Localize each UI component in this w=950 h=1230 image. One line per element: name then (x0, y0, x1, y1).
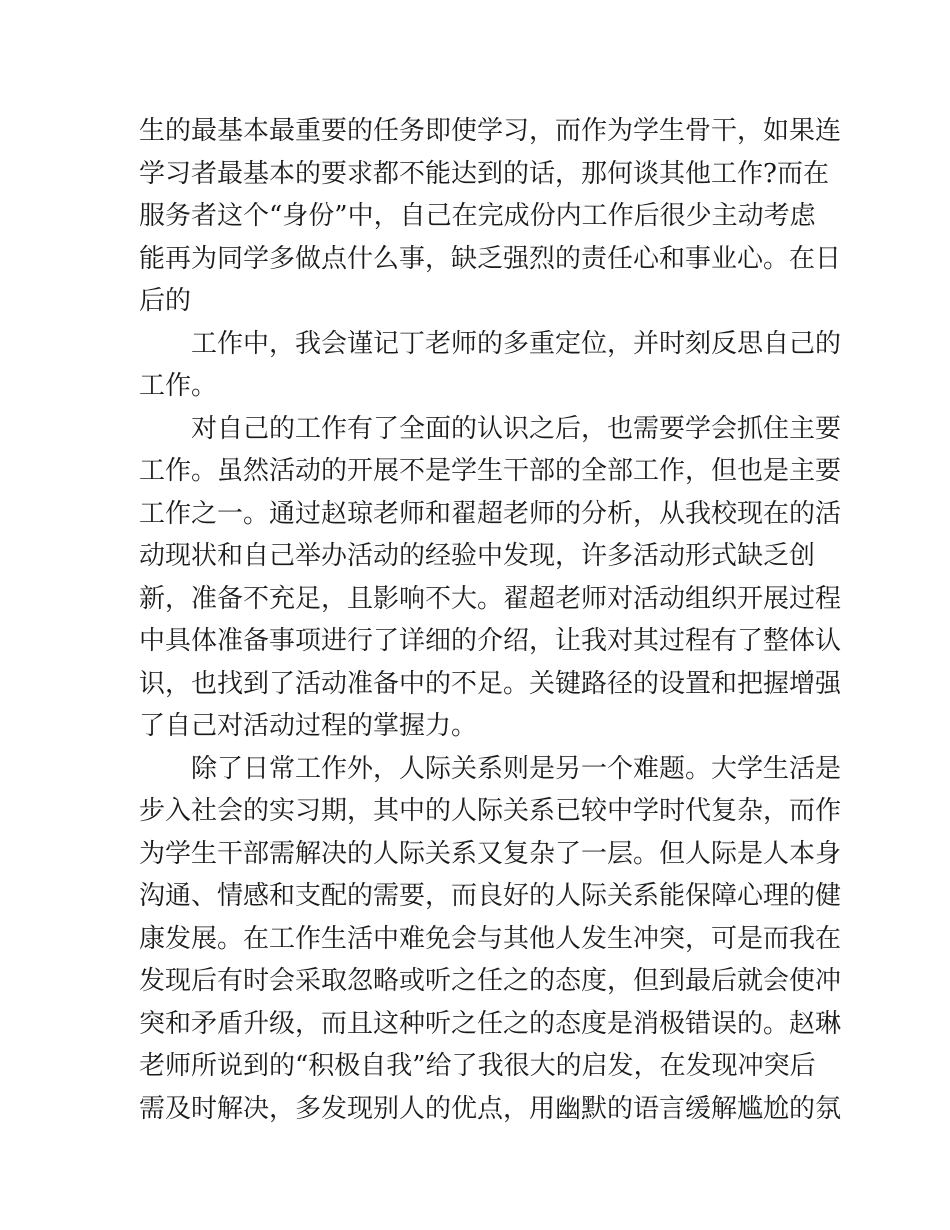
text-line: 了自己对活动过程的掌握力。 (139, 711, 478, 741)
text-line: 为学生干部需解决的人际关系又复杂了一层。但人际是人本身 (139, 838, 842, 869)
text-line: 老师所说到的“积极自我”给了我很大的启发，在发现冲突后 (139, 1051, 816, 1081)
text-line: 识，也找到了活动准备中的不足。关键路径的设置和把握增强 (139, 668, 842, 699)
text-line: 发现后有时会采取忽略或听之任之的态度，但到最后就会使冲 (139, 966, 842, 996)
text-line: 动现状和自己举办活动的经验中发现，许多活动形式缺乏创 (139, 541, 816, 571)
text-line: 需及时解决，多发现别人的优点，用幽默的语言缓解尴尬的氛 (139, 1093, 842, 1124)
text-line: 步入社会的实习期，其中的人际关系已较中学时代复杂，而作 (139, 796, 842, 826)
text-line: 康发展。在工作生活中难免会与其他人发生冲突，可是而我在 (139, 923, 842, 954)
text-line: 学习者最基本的要求都不能达到的话，那何谈其他工作?而在 (139, 158, 829, 189)
text-line: 中具体准备事项进行了详细的介绍，让我对其过程有了整体认 (139, 626, 842, 656)
text-line: 工作中，我会谨记丁老师的多重定位，并时刻反思自己的 (191, 328, 842, 359)
text-line: 除了日常工作外，人际关系则是另一个难题。大学生活是 (191, 753, 842, 784)
body-text (139, 110, 842, 1130)
text-line: 新，准备不充足，且影响不大。翟超老师对活动组织开展过程 (139, 583, 842, 614)
text-line: 工作。 (139, 371, 218, 401)
text-line: 生的最基本最重要的任务即使学习，而作为学生骨干，如果连 (139, 116, 842, 146)
text-line: 工作之一。通过赵琼老师和翟超老师的分析，从我校现在的活 (139, 498, 842, 529)
text-line: 能再为同学多做点什么事，缺乏强烈的责任心和事业心。在日 (139, 243, 842, 274)
text-line: 服务者这个“身份”中，自己在完成份内工作后很少主动考虑 (139, 201, 816, 231)
text-line: 后的 (139, 286, 192, 316)
text-line: 工作。虽然活动的开展不是学生干部的全部工作，但也是主要 (139, 456, 842, 486)
text-line: 沟通、情感和支配的需要，而良好的人际关系能保障心理的健 (139, 881, 842, 911)
text-line: 对自己的工作有了全面的认识之后，也需要学会抓住主要 (191, 413, 842, 444)
text-line: 突和矛盾升级，而且这种听之任之的态度是消极错误的。赵琳 (139, 1008, 842, 1039)
